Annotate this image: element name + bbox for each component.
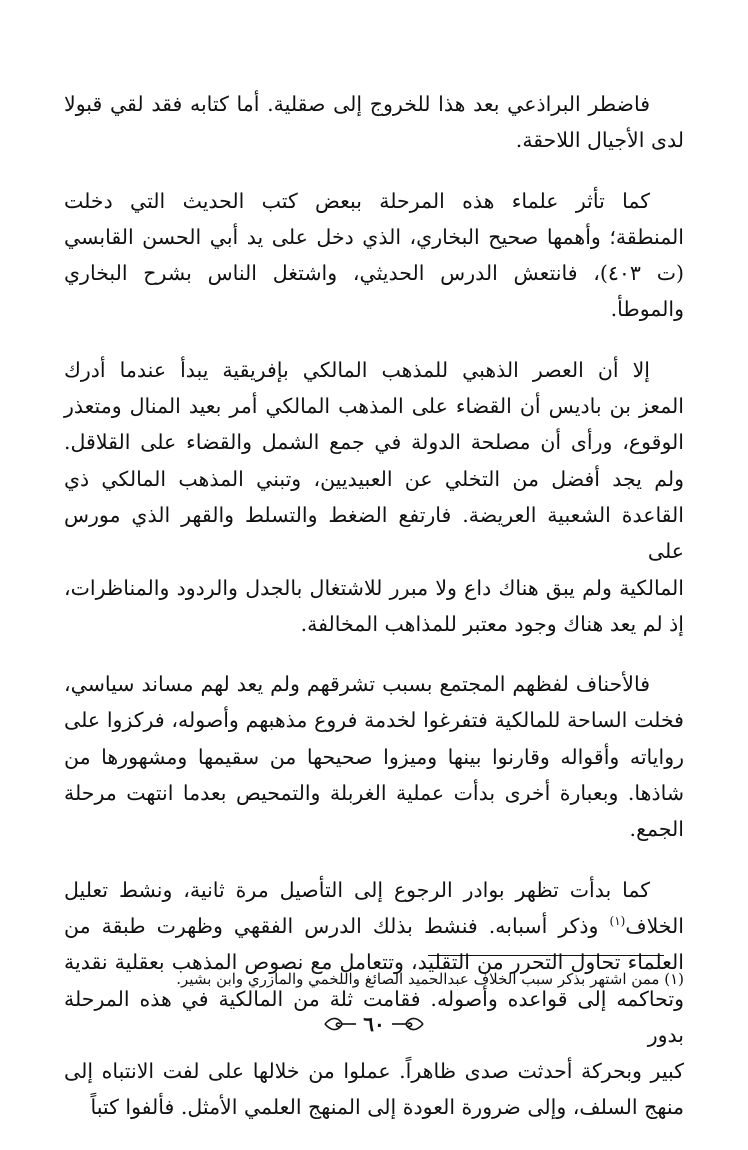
text-line: (ت ٤٠٣)، فانتعش الدرس الحديثي، واشتغل الناس بشرح البخاري <box>64 261 684 286</box>
page-number-ornament <box>0 1012 748 1036</box>
text-line: وتحاكمه إلى قواعده وأصوله. فقامت ثلة من المالكية في هذه المرحلة بدور <box>64 986 684 1047</box>
main-text <box>64 86 684 1150</box>
footnote-separator <box>428 955 664 956</box>
text-line: كما تأثر علماء هذه المرحلة ببعض كتب الحديث التي دخلت <box>64 188 650 213</box>
paragraph <box>64 86 684 159</box>
text-line <box>64 908 684 944</box>
right-ornament-icon <box>391 1013 425 1035</box>
footnote-number: (١) <box>664 970 684 988</box>
footnote-ref-word: الخلاف <box>625 913 684 938</box>
text-line: الوقوع، ورأى أن مصلحة الدولة في جمع الشمل والقضاء على القلاقل. <box>64 430 684 455</box>
text-line: فالأحناف لفظهم المجتمع بسبب تشرقهم ولم يعد لهم مساند سياسي، <box>64 672 650 697</box>
text-line: المالكية ولم يبق هناك داع ولا مبرر للاشتغال بالجدل والردود والمناظرات، <box>64 575 684 600</box>
text-line: فخلت الساحة للمالكية فتفرغوا لخدمة فروع مذهبهم وأصوله، فركزوا على <box>64 708 684 733</box>
text-line: إذ لم يعد هناك وجود معتبر للمذاهب المخالفة. <box>300 611 684 636</box>
paragraph <box>64 352 684 642</box>
text-line: ولم يجد أفضل من التخلي عن العبيديين، وتبني المذهب المالكي ذي <box>64 466 684 491</box>
page-number: ٦٠ <box>363 1012 385 1036</box>
footnote-text: ممن اشتهر بذكر سبب الخلاف عبدالحميد الصائغ واللخمي والمازري وابن بشير. <box>176 970 660 988</box>
text-line: كما بدأت تظهر بوادر الرجوع إلى التأصيل مرة ثانية، ونشط تعليل <box>64 877 650 902</box>
text-line: القاعدة الشعبية العريضة. فارتفع الضغط والتسلط والقهر الذي مورس على <box>64 502 684 564</box>
text-line: العلماء تحاول التحرر من التقليد، وتتعامل مع نصوص المذهب بعقلية نقدية <box>64 950 684 975</box>
text-line: والموطأ. <box>610 297 684 322</box>
paragraph <box>64 872 684 1126</box>
text-line: منهج السلف، وإلى ضرورة العودة إلى المنهج العلمي الأمثل. فألفوا كتباً <box>90 1095 684 1120</box>
paragraph <box>64 666 684 847</box>
footnote-marker[interactable]: (١) <box>609 914 626 929</box>
text-line: فاضطر البراذعي بعد هذا للخروج إلى صقلية. أما كتابه فقد لقي قبولا <box>64 92 650 116</box>
text-line: لدى الأجيال اللاحقة. <box>515 128 684 153</box>
footnote <box>64 968 684 990</box>
text-line-rest: وذكر أسبابه. فنشط بذلك الدرس الفقهي وظهرت طبقة من <box>64 913 610 938</box>
text-line: المعز بن باديس أن القضاء على المذهب المالكي أمر بعيد المنال ومتعذر <box>64 394 684 419</box>
text-line: رواياته وأقواله وقارنوا بينها وميزوا صحيحها من سقيمها ومشهورها من <box>64 744 684 769</box>
text-line: شاذها. وبعبارة أخرى بدأت عملية الغربلة والتمحيص بعدما انتهت مرحلة <box>64 781 684 806</box>
text-line: إلا أن العصر الذهبي للمذهب المالكي بإفريقية يبدأ عندما أدرك <box>64 357 650 382</box>
paragraph <box>64 183 684 328</box>
text-line: الجمع. <box>629 817 684 842</box>
text-line: المنطقة؛ وأهمها صحيح البخاري، الذي دخل على يد أبي الحسن القابسي <box>64 224 684 249</box>
text-line: كبير وبحركة أحدثت صدى ظاهراً. عملوا من خلالها على لفت الانتباه إلى <box>64 1059 684 1084</box>
left-ornament-icon <box>323 1013 357 1035</box>
